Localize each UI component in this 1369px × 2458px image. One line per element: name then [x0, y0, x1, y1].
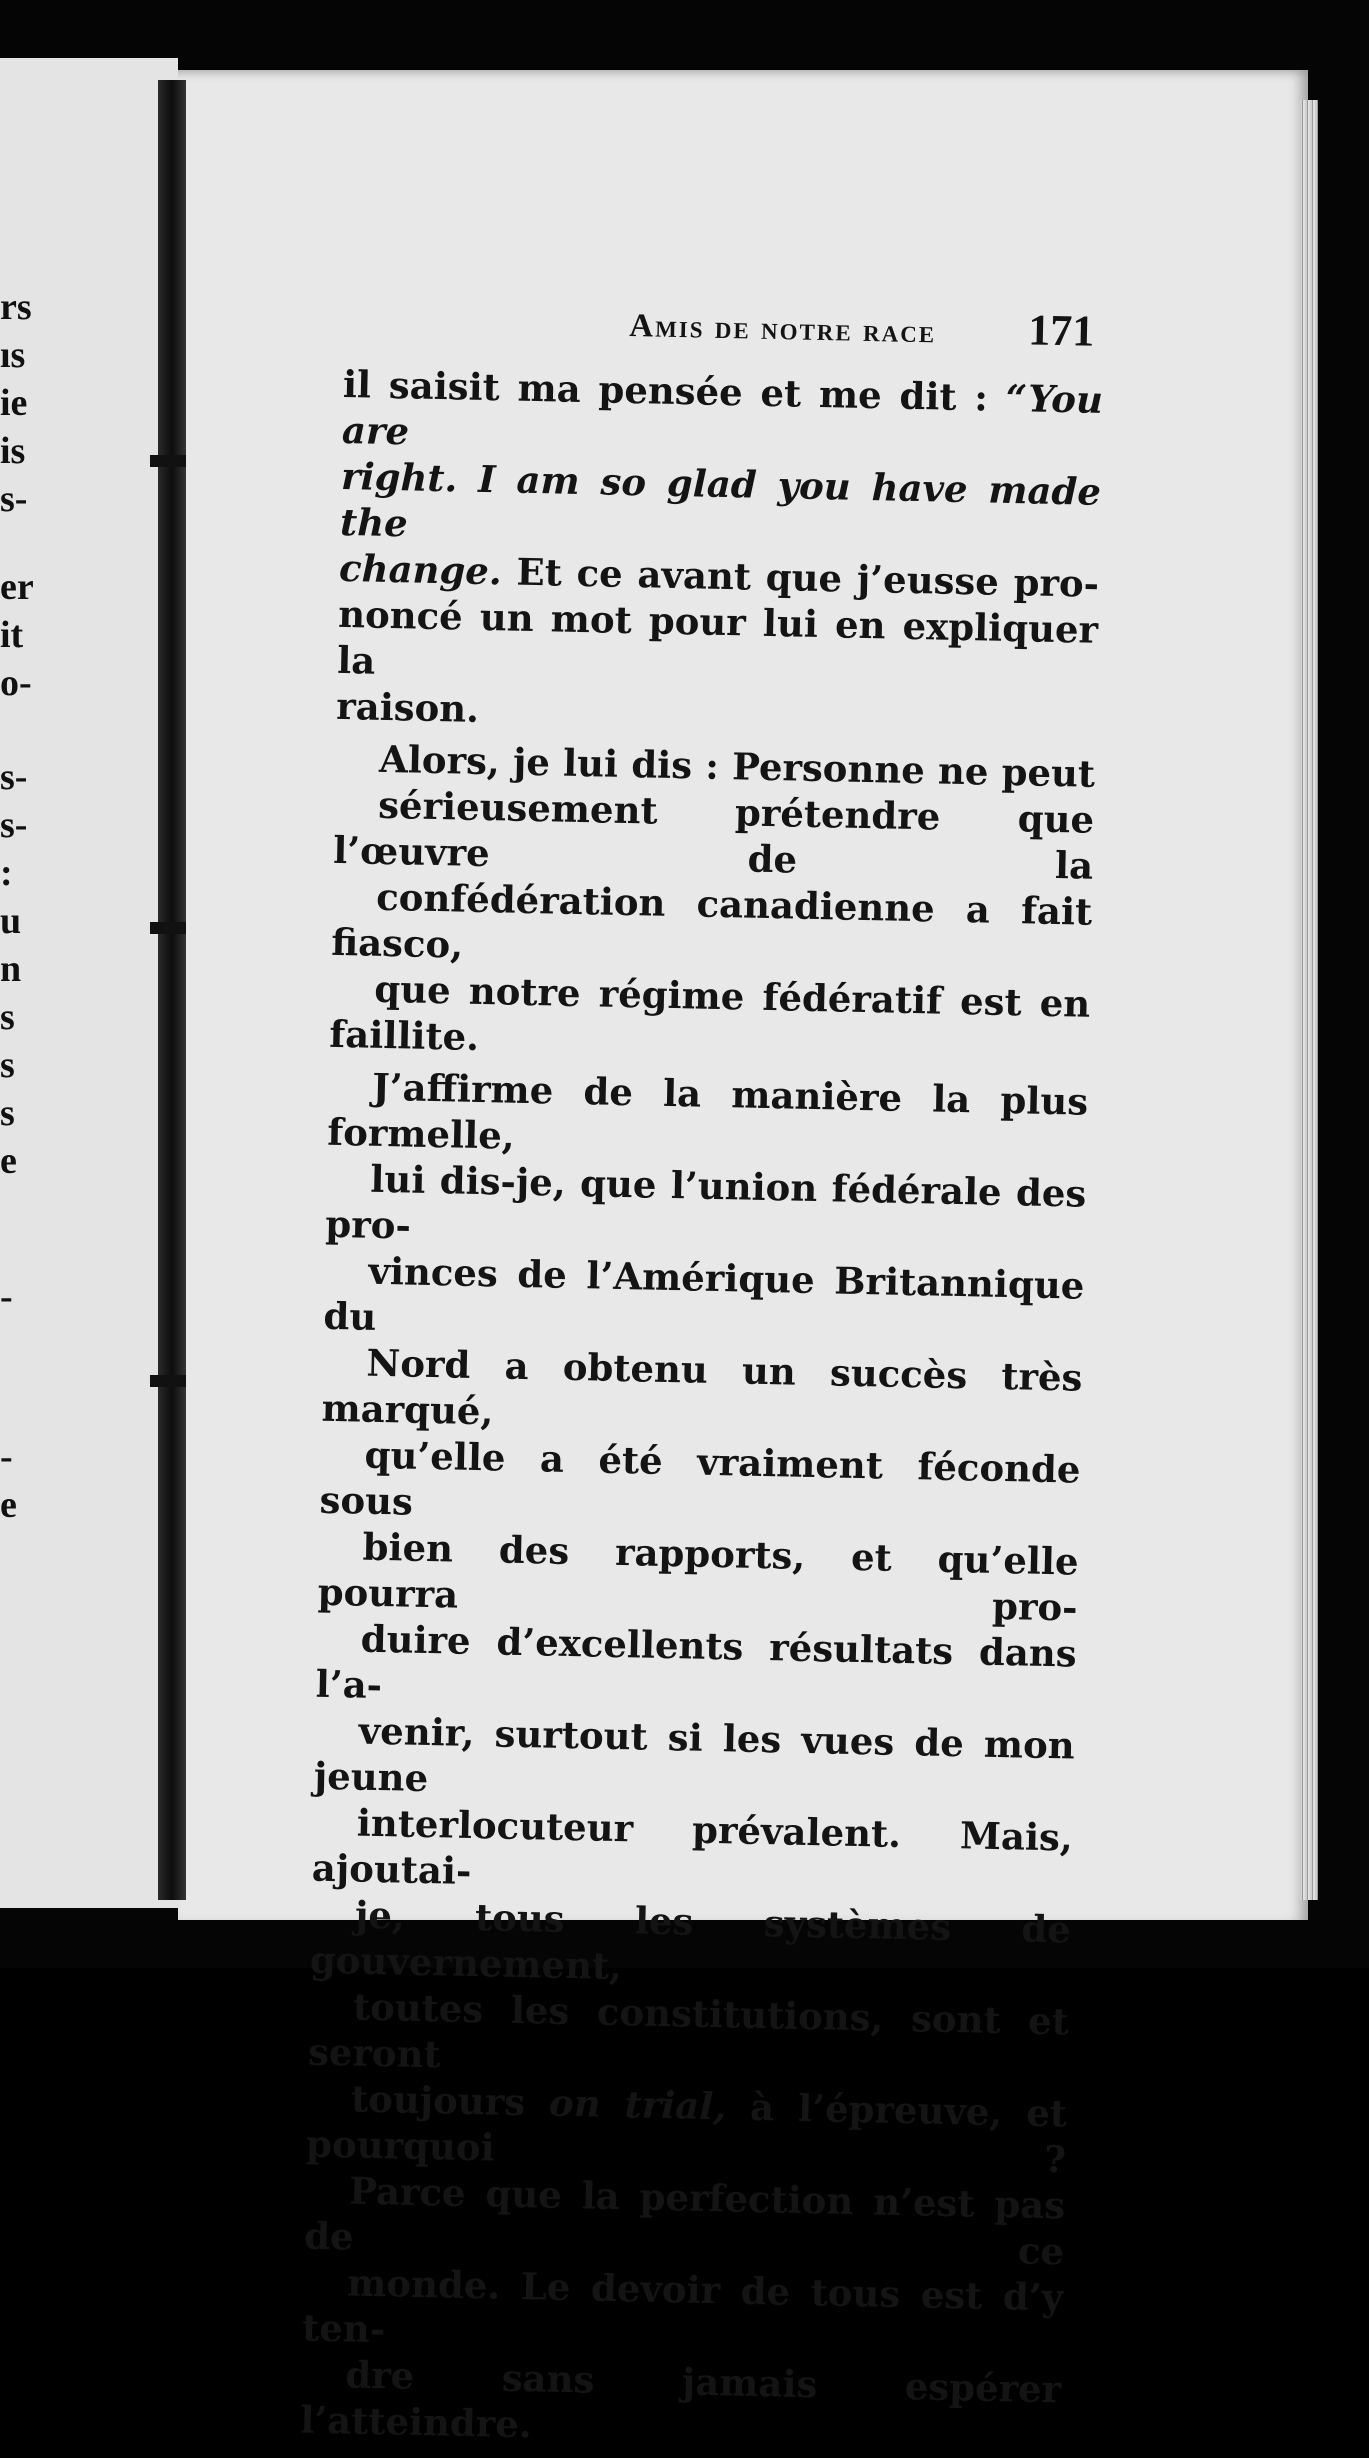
text-line: Parce que la perfection n’est pas de ce — [303, 2168, 1066, 2274]
page-edge-shading — [1300, 100, 1318, 1900]
left-page-text-fragment: : — [0, 852, 13, 894]
text-run: toujours — [350, 2076, 550, 2125]
text-line: toutes les constitutions, sont et seront — [307, 1984, 1070, 2077]
text-line: noncé un mot pour lui en expliquer la — [336, 591, 1099, 683]
left-page-text-fragment: rs — [0, 286, 32, 328]
text-line: qu’elle a été vraiment féconde sous — [319, 1432, 1081, 1524]
text-line: confédération canadienne a fait fiasco, — [330, 874, 1093, 967]
text-line: dre sans jamais espérer l’atteindre. — [299, 2352, 1062, 2447]
italic-run: right. I am so glad you have made the — [339, 453, 1102, 546]
text-line: je, tous les systèmes de gouvernement, — [309, 1892, 1072, 1989]
left-page-text-fragment: e — [0, 1140, 17, 1182]
left-page-text-fragment: - — [0, 1276, 13, 1318]
left-page-text-fragment: er — [0, 566, 34, 608]
spine-notch — [150, 922, 186, 934]
previous-page-fragment — [0, 58, 178, 1908]
left-page-text-fragment: n — [0, 948, 22, 990]
running-title: Amis de notre race — [628, 307, 937, 351]
left-page-text-fragment: it — [0, 614, 24, 656]
paragraph-1 — [336, 361, 1104, 745]
italic-run: change. — [338, 545, 503, 594]
paragraph-2 — [329, 735, 1096, 1073]
left-page-text-fragment: ie — [0, 382, 28, 424]
italic-run: on trial, — [548, 2080, 727, 2129]
left-page-text-fragment: - — [0, 1436, 13, 1478]
spine-notch — [150, 455, 186, 467]
left-page-text-fragment: ıs — [0, 334, 26, 376]
text-line: monde. Le devoir de tous est d’y ten- — [301, 2260, 1064, 2352]
paragraph-3 — [300, 1063, 1089, 2458]
page-content — [300, 290, 1105, 2458]
text-line: venir, surtout si les vues de mon jeune — [313, 1708, 1076, 1801]
left-page-text-fragment: s- — [0, 804, 28, 846]
left-page-text-fragment: s — [0, 996, 15, 1038]
left-page-text-fragment: is — [0, 430, 26, 472]
text-line — [342, 361, 1104, 469]
text-line: bien des rapports, et qu’elle pourra pro- — [317, 1524, 1079, 1630]
text-line: Nord a obtenu un succès très marqué, — [321, 1340, 1083, 1434]
text-line: interlocuteur prévalent. Mais, ajoutai- — [311, 1800, 1074, 1893]
left-page-text-fragment: s- — [0, 756, 28, 798]
text-line: duire d’excellents résultats dans l’a- — [315, 1616, 1078, 1708]
book-spine-gutter — [158, 80, 186, 1900]
text-line: J’affirme de la manière la plus formelle, — [326, 1064, 1089, 1158]
left-page-text-fragment: s — [0, 1092, 15, 1134]
text-run: Et ce avant que j’eusse pro- — [501, 549, 1100, 606]
italic-run: “You are — [341, 375, 1104, 454]
left-page-text-fragment: e — [0, 1484, 17, 1526]
text-line: raison. — [335, 683, 480, 731]
left-page-text-fragment: s- — [0, 478, 28, 520]
text-line — [340, 453, 1102, 561]
text-run: il saisit ma pensée et me dit : — [342, 361, 1007, 420]
left-page-text-fragment: u — [0, 900, 22, 942]
left-page-text-fragment: s — [0, 1044, 15, 1086]
text-line: Alors, je lui dis : Personne ne peut — [378, 736, 1096, 796]
text-line: sérieusement prétendre que l’œuvre de la — [332, 782, 1095, 888]
text-run: à l’épreuve, et pourquoi ? — [305, 2084, 1068, 2182]
text-line — [306, 2075, 1068, 2183]
left-page-text-fragment: o- — [0, 662, 32, 704]
spine-notch — [150, 1375, 186, 1387]
text-line: lui dis-je, que l’union fédérale des pro- — [324, 1156, 1087, 1248]
text-line: que notre régime fédératif est en faillite. — [328, 966, 1091, 1059]
page-number: 171 — [1027, 305, 1095, 356]
text-line: vinces de l’Amérique Britannique du — [323, 1248, 1085, 1339]
